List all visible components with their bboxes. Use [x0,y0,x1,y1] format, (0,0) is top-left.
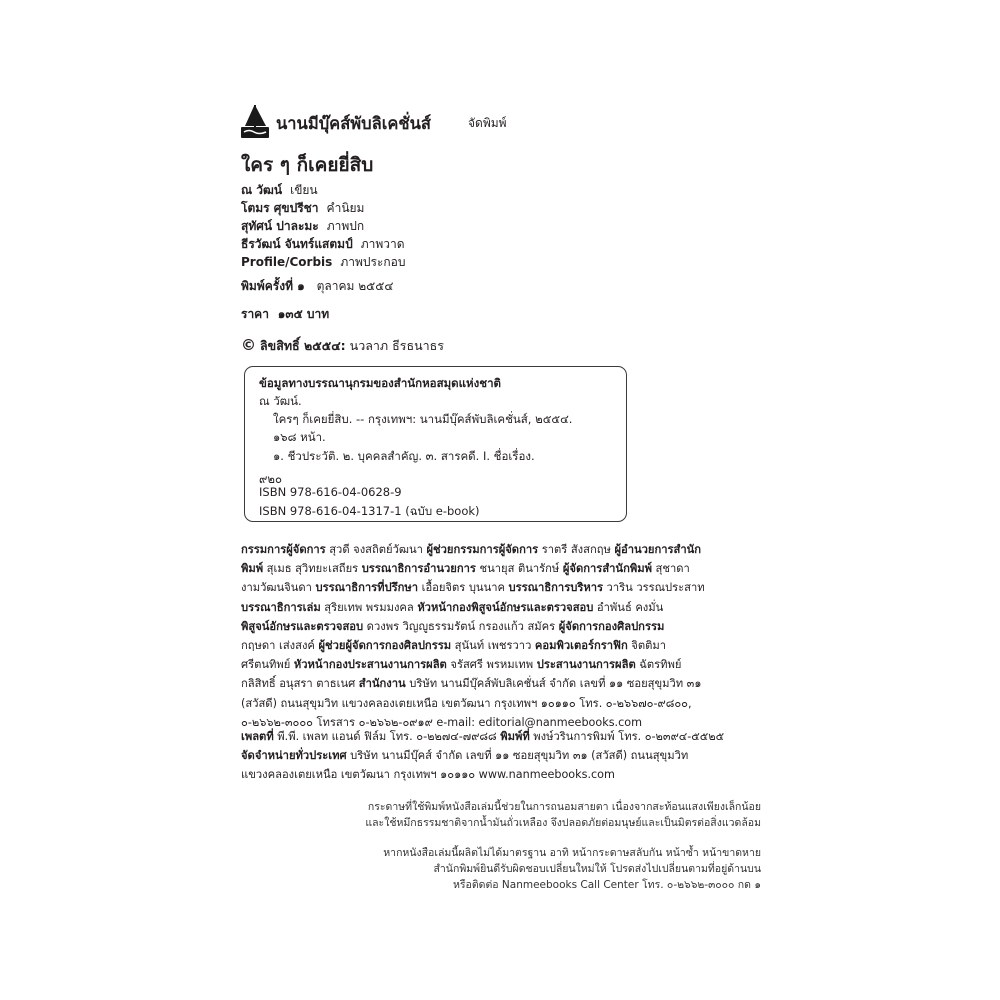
role-value: บริษัท นานมีบุ๊คส์ จำกัด เลขที่ ๑๑ ซอยสุขุมวิท ๓๑ (สวัสดี) ถนนสุขุมวิท [346,749,689,763]
role-label: หัวหน้ากองพิสูจน์อักษรและตรวจสอบ [417,600,594,614]
cip-subjects: ๑. ชีวประวัติ. ๒. บุคคลสำคัญ. ๓. สารคดี. I. ชื่อเรื่อง. [273,449,535,463]
credit-role: ภาพปก [326,219,365,233]
role-label: สำนักงาน [358,677,406,691]
role-label: บรรณาธิการที่ปรึกษา [315,581,419,595]
role-value: วาริน วรรณประสาท [603,581,705,595]
notice-line: หากหนังสือเล่มนี้ผลิตไม่ได้มาตรฐาน อาทิ หน้ากระดาษสลับกัน หน้าซ้ำ หน้าขาดหาย [383,847,761,859]
role-value: ชนายุส ตินารักษ์ [475,562,563,576]
staff-line [241,559,761,578]
credit-role: ภาพประกอบ [340,255,406,269]
credit-name: สุทัศน์ ปาละมะ [241,219,319,233]
role-value: พี.พี. เพลท แอนด์ ฟิล์ม โทร. ๐-๒๒๗๔-๗๙๘๘ [273,730,501,743]
printer-line [241,727,761,746]
role-label: หัวหน้ากองประสานงานการผลิต [293,658,447,672]
notice-line: กระดาษที่ใช้พิมพ์หนังสือเล่มนี้ช่วยในการถนอมสายตา เนื่องจากสะท้อนแสงเพียงเล็กน้อย [367,801,761,813]
role-value: แขวงคลองเตยเหนือ เขตวัฒนา กรุงเทพฯ ๑๐๑๑๐ www.nanmeebooks.com [241,768,615,782]
cip-isbn-print: ISBN 978-616-04-0628-9 [259,485,402,499]
cip-isbn-ebook: ISBN 978-616-04-1317-1 (ฉบับ e-book) [259,504,480,518]
credit-line [241,217,364,236]
role-value: กลิสิทธิ์ อนุสรา ตาธเนศ [241,677,359,691]
paper-notice [241,800,761,832]
role-value: ราตรี สังสกฤษ [538,543,615,556]
copyright-label: ลิขสิทธิ์ ๒๕๕๔: [259,338,346,353]
role-value: จรัสศรี พรหมเทพ [446,658,537,672]
role-label: จัดจำหน่ายทั่วประเทศ [241,749,347,763]
staff-line [241,540,761,559]
role-label: บรรณาธิการเล่ม [241,600,321,614]
print-date: ตุลาคม ๒๕๕๔ [316,279,394,293]
credit-line [241,199,364,218]
role-label: คอมพิวเตอร์กราฟิก [534,639,628,653]
role-value: (สวัสดี) ถนนสุขุมวิท แขวงคลองเตยเหนือ เขตวัฒนา กรุงเทพฯ ๑๐๑๑๐ โทร. ๐-๒๖๖๗๐-๙๘๐๐, [241,696,692,710]
staff-line [241,674,761,693]
credit-line [241,253,405,272]
staff-line [241,617,761,636]
role-label: พิมพ์ที่ [500,730,530,743]
credit-name: Profile/Corbis [241,255,333,269]
role-value: ดวงพร วิญญูธรรมรัตน์ กรองแก้ว สมัคร [363,619,559,633]
notice-line: หรือติดต่อ Nanmeebooks Call Center โทร. ๐-๒๖๖๒-๓๐๐๐ กด ๑ [452,878,761,891]
role-value: จิตติมา [627,639,667,653]
role-label: กรรมการผู้จัดการ [241,543,326,556]
staff-line [241,578,761,597]
book-title: ใคร ๆ ก็เคยยี่สิบ [241,154,374,176]
role-value: บริษัท นานมีบุ๊คส์พับลิเคชั่นส์ จำกัด เลขที่ ๑๑ ซอยสุขุมวิท ๓๑ [405,677,702,691]
credit-role: เขียน [290,183,318,197]
role-value: กฤษดา เส่งสงค์ [241,639,319,653]
role-value: สุริยเทพ พรมมงคล [320,600,418,614]
role-value: สุนันท์ เพชรวาว [451,639,535,653]
printer-line [241,765,761,784]
credit-role: คำนิยม [326,201,365,215]
role-value: ฉัตรทิพย์ [635,658,682,672]
cip-heading: ข้อมูลทางบรรณานุกรมของสำนักหอสมุดแห่งชาติ [259,376,501,390]
cip-class-number: ๙๒๐ [259,472,283,486]
credit-line [241,181,318,200]
role-value: พงษ์วรินการพิมพ์ โทร. ๐-๒๓๙๔-๕๕๒๕ [529,730,725,743]
credit-line [241,235,405,254]
staff-line [241,598,761,617]
cip-box [244,366,627,522]
publisher-action: จัดพิมพ์ [468,116,507,130]
role-label: บรรณาธิการบริหาร [508,581,603,595]
copyright-icon: © [241,336,256,354]
role-label: ประสานงานการผลิต [536,658,636,672]
role-label: ผู้ช่วยกรรมการผู้จัดการ [426,543,539,556]
role-value: งามวัฒนจินดา [241,581,316,595]
role-value: อำพันธ์ คงมั่น [593,600,664,614]
role-label: ผู้จัดการสำนักพิมพ์ [562,562,652,576]
credit-name: ณ วัฒน์ [241,183,283,197]
role-value: เอื้อยจิตร บุนนาค [418,581,509,595]
price [241,305,329,324]
role-label: พิมพ์ [241,562,264,576]
staff-line [241,655,761,674]
role-label: เพลตที่ [241,730,274,743]
notice-line: สำนักพิมพ์ยินดีรับผิดชอบเปลี่ยนใหม่ให้ โปรดส่งไปเปลี่ยนตามที่อยู่ด้านบน [433,862,761,875]
printer-distribution [241,727,761,785]
cip-author: ณ วัฒน์. [259,394,302,408]
price-label: ราคา [241,307,269,321]
defect-notice [241,846,761,893]
role-label: พิสูจน์อักษรและตรวจสอบ [241,619,364,633]
staff-line [241,636,761,655]
role-label: บรรณาธิการอำนวยการ [361,562,476,576]
credit-name: โตมร ศุขปรีชา [241,201,319,215]
cip-title: ใครๆ ก็เคยยี่สิบ. -- กรุงเทพฯ: นานมีบุ๊คส์พับลิเคชั่นส์, ๒๕๕๔. [273,412,573,426]
role-label: ผู้จัดการกองศิลปกรรม [558,619,665,633]
sailboat-logo-icon [240,103,270,139]
role-label: ผู้ช่วยผู้จัดการกองศิลปกรรม [318,639,452,653]
role-label: ผู้อำนวยการสำนัก [614,543,702,556]
role-value: ศรีตนทิพย์ [241,658,294,672]
publisher-name: นานมีบุ๊คส์พับลิเคชั่นส์ [276,114,431,133]
role-value: ๐-๒๖๖๒-๓๐๐๐ โทรสาร ๐-๒๖๖๒-๐๙๑๙ e-mail: editorial@nanmeebooks.com [241,715,642,729]
cip-pages: ๑๖๘ หน้า. [273,430,326,444]
print-edition-label: พิมพ์ครั้งที่ ๑ [241,279,305,293]
credit-name: ธีรวัฒน์ จันทร์แสตมป์ [241,237,353,251]
staff-credits [241,540,761,732]
role-value: สุวดี จงสถิตย์วัฒนา [325,543,427,556]
role-value: สุเมธ สุวิทยะเสถียร [263,562,362,576]
staff-line [241,694,761,713]
price-value: ๑๓๕ บาท [277,307,330,321]
printer-line [241,746,761,765]
notice-line: และใช้หมึกธรรมชาติจากน้ำมันถั่วเหลือง จึงปลอดภัยต่อมนุษย์และเป็นมิตรต่อสิ่งแวดล้อม [365,816,761,829]
copyright-holder: นวลาภ ธีรธนาธร [349,338,444,353]
copyright [241,336,444,356]
role-value: สุชาดา [651,562,690,576]
credit-role: ภาพวาด [360,237,405,251]
print-edition [241,277,393,296]
